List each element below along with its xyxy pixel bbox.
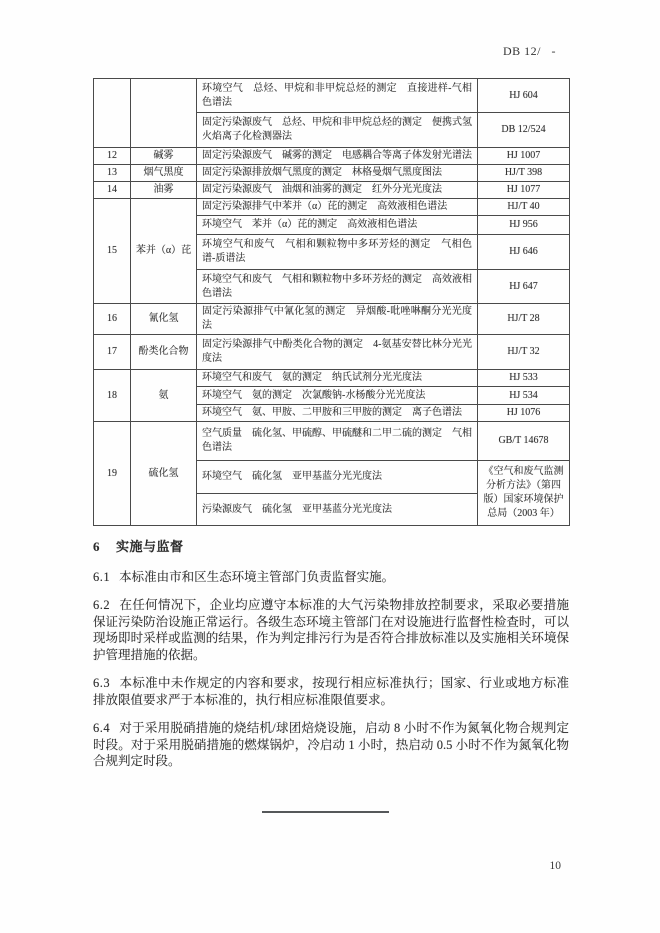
section-title: 实施与监督 bbox=[116, 539, 184, 554]
paragraph-number: 6.4 bbox=[93, 721, 111, 735]
standard-cell: HJ 646 bbox=[478, 235, 570, 270]
table-row bbox=[94, 148, 570, 165]
method-cell: 环境空气和废气 气相和颗粒物中多环芳烃的测定 高效液相色谱法 bbox=[197, 270, 478, 304]
standard-cell: HJ 533 bbox=[478, 370, 570, 387]
standard-cell: HJ 534 bbox=[478, 387, 570, 405]
no-cell: 12 bbox=[94, 148, 131, 165]
standard-cell: HJ 1076 bbox=[478, 405, 570, 422]
paragraph-number: 6.3 bbox=[93, 676, 111, 690]
table-row bbox=[94, 165, 570, 182]
method-cell: 固定污染源废气 总烃、甲烷和非甲烷总烃的测定 便携式氢火焰离子化检测器法 bbox=[197, 113, 478, 148]
method-cell: 环境空气 氨、甲胺、二甲胺和三甲胺的测定 离子色谱法 bbox=[197, 405, 478, 422]
pollutant-cell: 酚类化合物 bbox=[131, 335, 197, 370]
standard-cell: HJ/T 398 bbox=[478, 165, 570, 182]
no-cell bbox=[94, 79, 131, 148]
paragraph-text: 本标准由市和区生态环境主管部门负责监督实施。 bbox=[119, 569, 395, 584]
method-cell: 空气质量 硫化氢、甲硫醇、甲硫醚和二甲二硫的测定 气相色谱法 bbox=[197, 422, 478, 461]
section-6 bbox=[93, 539, 569, 782]
paragraph-6-1 bbox=[93, 569, 569, 586]
paragraph-text: 在任何情况下，企业均应遵守本标准的大气污染物排放控制要求，采取必要措施保证污染防治设施正常运行。各级生态环境主管部门在对设施进行监督性检查时，可以现场即时采样或监测的结果，作为判定排污行为是否符合排放标准以及实施相关环境保护管理措施的依据。 bbox=[93, 598, 569, 662]
standard-cell: HJ 1077 bbox=[478, 182, 570, 199]
monitoring-methods-table bbox=[93, 78, 570, 526]
paragraph-6-4 bbox=[93, 720, 569, 770]
pollutant-cell: 苯并（α）芘 bbox=[131, 199, 197, 304]
method-cell: 环境空气 氨的测定 次氯酸钠-水杨酸分光光度法 bbox=[197, 387, 478, 405]
method-cell: 环境空气 总烃、甲烷和非甲烷总烃的测定 直接进样-气相色谱法 bbox=[197, 79, 478, 113]
table-row bbox=[94, 79, 570, 113]
no-cell: 18 bbox=[94, 370, 131, 422]
table-row bbox=[94, 199, 570, 216]
standard-cell: HJ 1007 bbox=[478, 148, 570, 165]
method-cell: 固定污染源排气中苯并（α）芘的测定 高效液相色谱法 bbox=[197, 199, 478, 216]
table-row bbox=[94, 304, 570, 335]
no-cell: 15 bbox=[94, 199, 131, 304]
method-cell: 固定污染源废气 碱雾的测定 电感耦合等离子体发射光谱法 bbox=[197, 148, 478, 165]
no-cell: 17 bbox=[94, 335, 131, 370]
standard-cell: DB 12/524 bbox=[478, 113, 570, 148]
pollutant-cell: 烟气黑度 bbox=[131, 165, 197, 182]
page-number: 10 bbox=[549, 860, 561, 872]
no-cell: 14 bbox=[94, 182, 131, 199]
method-cell: 固定污染源排气中酚类化合物的测定 4-氨基安替比林分光光度法 bbox=[197, 335, 478, 370]
method-cell: 环境空气和废气 气相和颗粒物中多环芳烃的测定 气相色谱-质谱法 bbox=[197, 235, 478, 270]
paragraph-number: 6.2 bbox=[93, 598, 111, 612]
method-cell: 环境空气 苯并（α）芘的测定 高效液相色谱法 bbox=[197, 216, 478, 235]
method-cell: 固定污染源排气中氰化氢的测定 异烟酸-吡唑啉酮分光光度法 bbox=[197, 304, 478, 335]
standard-cell: HJ 604 bbox=[478, 79, 570, 113]
pollutant-cell: 碱雾 bbox=[131, 148, 197, 165]
section-number: 6 bbox=[93, 539, 100, 554]
pollutant-cell: 硫化氢 bbox=[131, 422, 197, 526]
standard-cell: HJ 647 bbox=[478, 270, 570, 304]
no-cell: 19 bbox=[94, 422, 131, 526]
standard-cell: HJ/T 32 bbox=[478, 335, 570, 370]
method-cell: 环境空气和废气 氨的测定 纳氏试剂分光光度法 bbox=[197, 370, 478, 387]
doc-code-header: DB 12/ - bbox=[503, 44, 556, 58]
table-row bbox=[94, 335, 570, 370]
no-cell: 13 bbox=[94, 165, 131, 182]
paragraph-6-2 bbox=[93, 597, 569, 663]
standard-cell: HJ 956 bbox=[478, 216, 570, 235]
standard-cell: HJ/T 28 bbox=[478, 304, 570, 335]
no-cell: 16 bbox=[94, 304, 131, 335]
paragraph-text: 对于采用脱硝措施的烧结机/球团焙烧设施，启动 8 小时不作为氮氧化物合规判定时段。对于采用脱硝措施的燃煤锅炉，冷启动 1 小时，热启动 0.5 小时不作为氮氧化物合规判定时段。 bbox=[93, 721, 569, 768]
method-cell: 固定污染源排放烟气黑度的测定 林格曼烟气黑度图法 bbox=[197, 165, 478, 182]
standard-cell: 《空气和废气监测分析方法》（第四版）国家环境保护总局（2003 年） bbox=[478, 461, 570, 526]
paragraph-number: 6.1 bbox=[93, 569, 111, 584]
pollutant-cell bbox=[131, 79, 197, 148]
paragraph-6-3 bbox=[93, 675, 569, 708]
method-cell: 固定污染源废气 油烟和油雾的测定 红外分光光度法 bbox=[197, 182, 478, 199]
method-cell: 污染源废气 硫化氢 亚甲基蓝分光光度法 bbox=[197, 494, 478, 526]
paragraph-text: 本标准中未作规定的内容和要求，按现行相应标准执行；国家、行业或地方标准排放限值要求严于本标准的，执行相应标准限值要求。 bbox=[93, 676, 569, 707]
standard-cell: GB/T 14678 bbox=[478, 422, 570, 461]
method-cell: 环境空气 硫化氢 亚甲基蓝分光光度法 bbox=[197, 461, 478, 494]
standard-cell: HJ/T 40 bbox=[478, 199, 570, 216]
table-row bbox=[94, 182, 570, 199]
pollutant-cell: 氰化氢 bbox=[131, 304, 197, 335]
section-heading bbox=[93, 539, 569, 556]
end-of-text-divider bbox=[262, 811, 389, 813]
table-row bbox=[94, 422, 570, 461]
pollutant-cell: 油雾 bbox=[131, 182, 197, 199]
table-row bbox=[94, 370, 570, 387]
pollutant-cell: 氨 bbox=[131, 370, 197, 422]
